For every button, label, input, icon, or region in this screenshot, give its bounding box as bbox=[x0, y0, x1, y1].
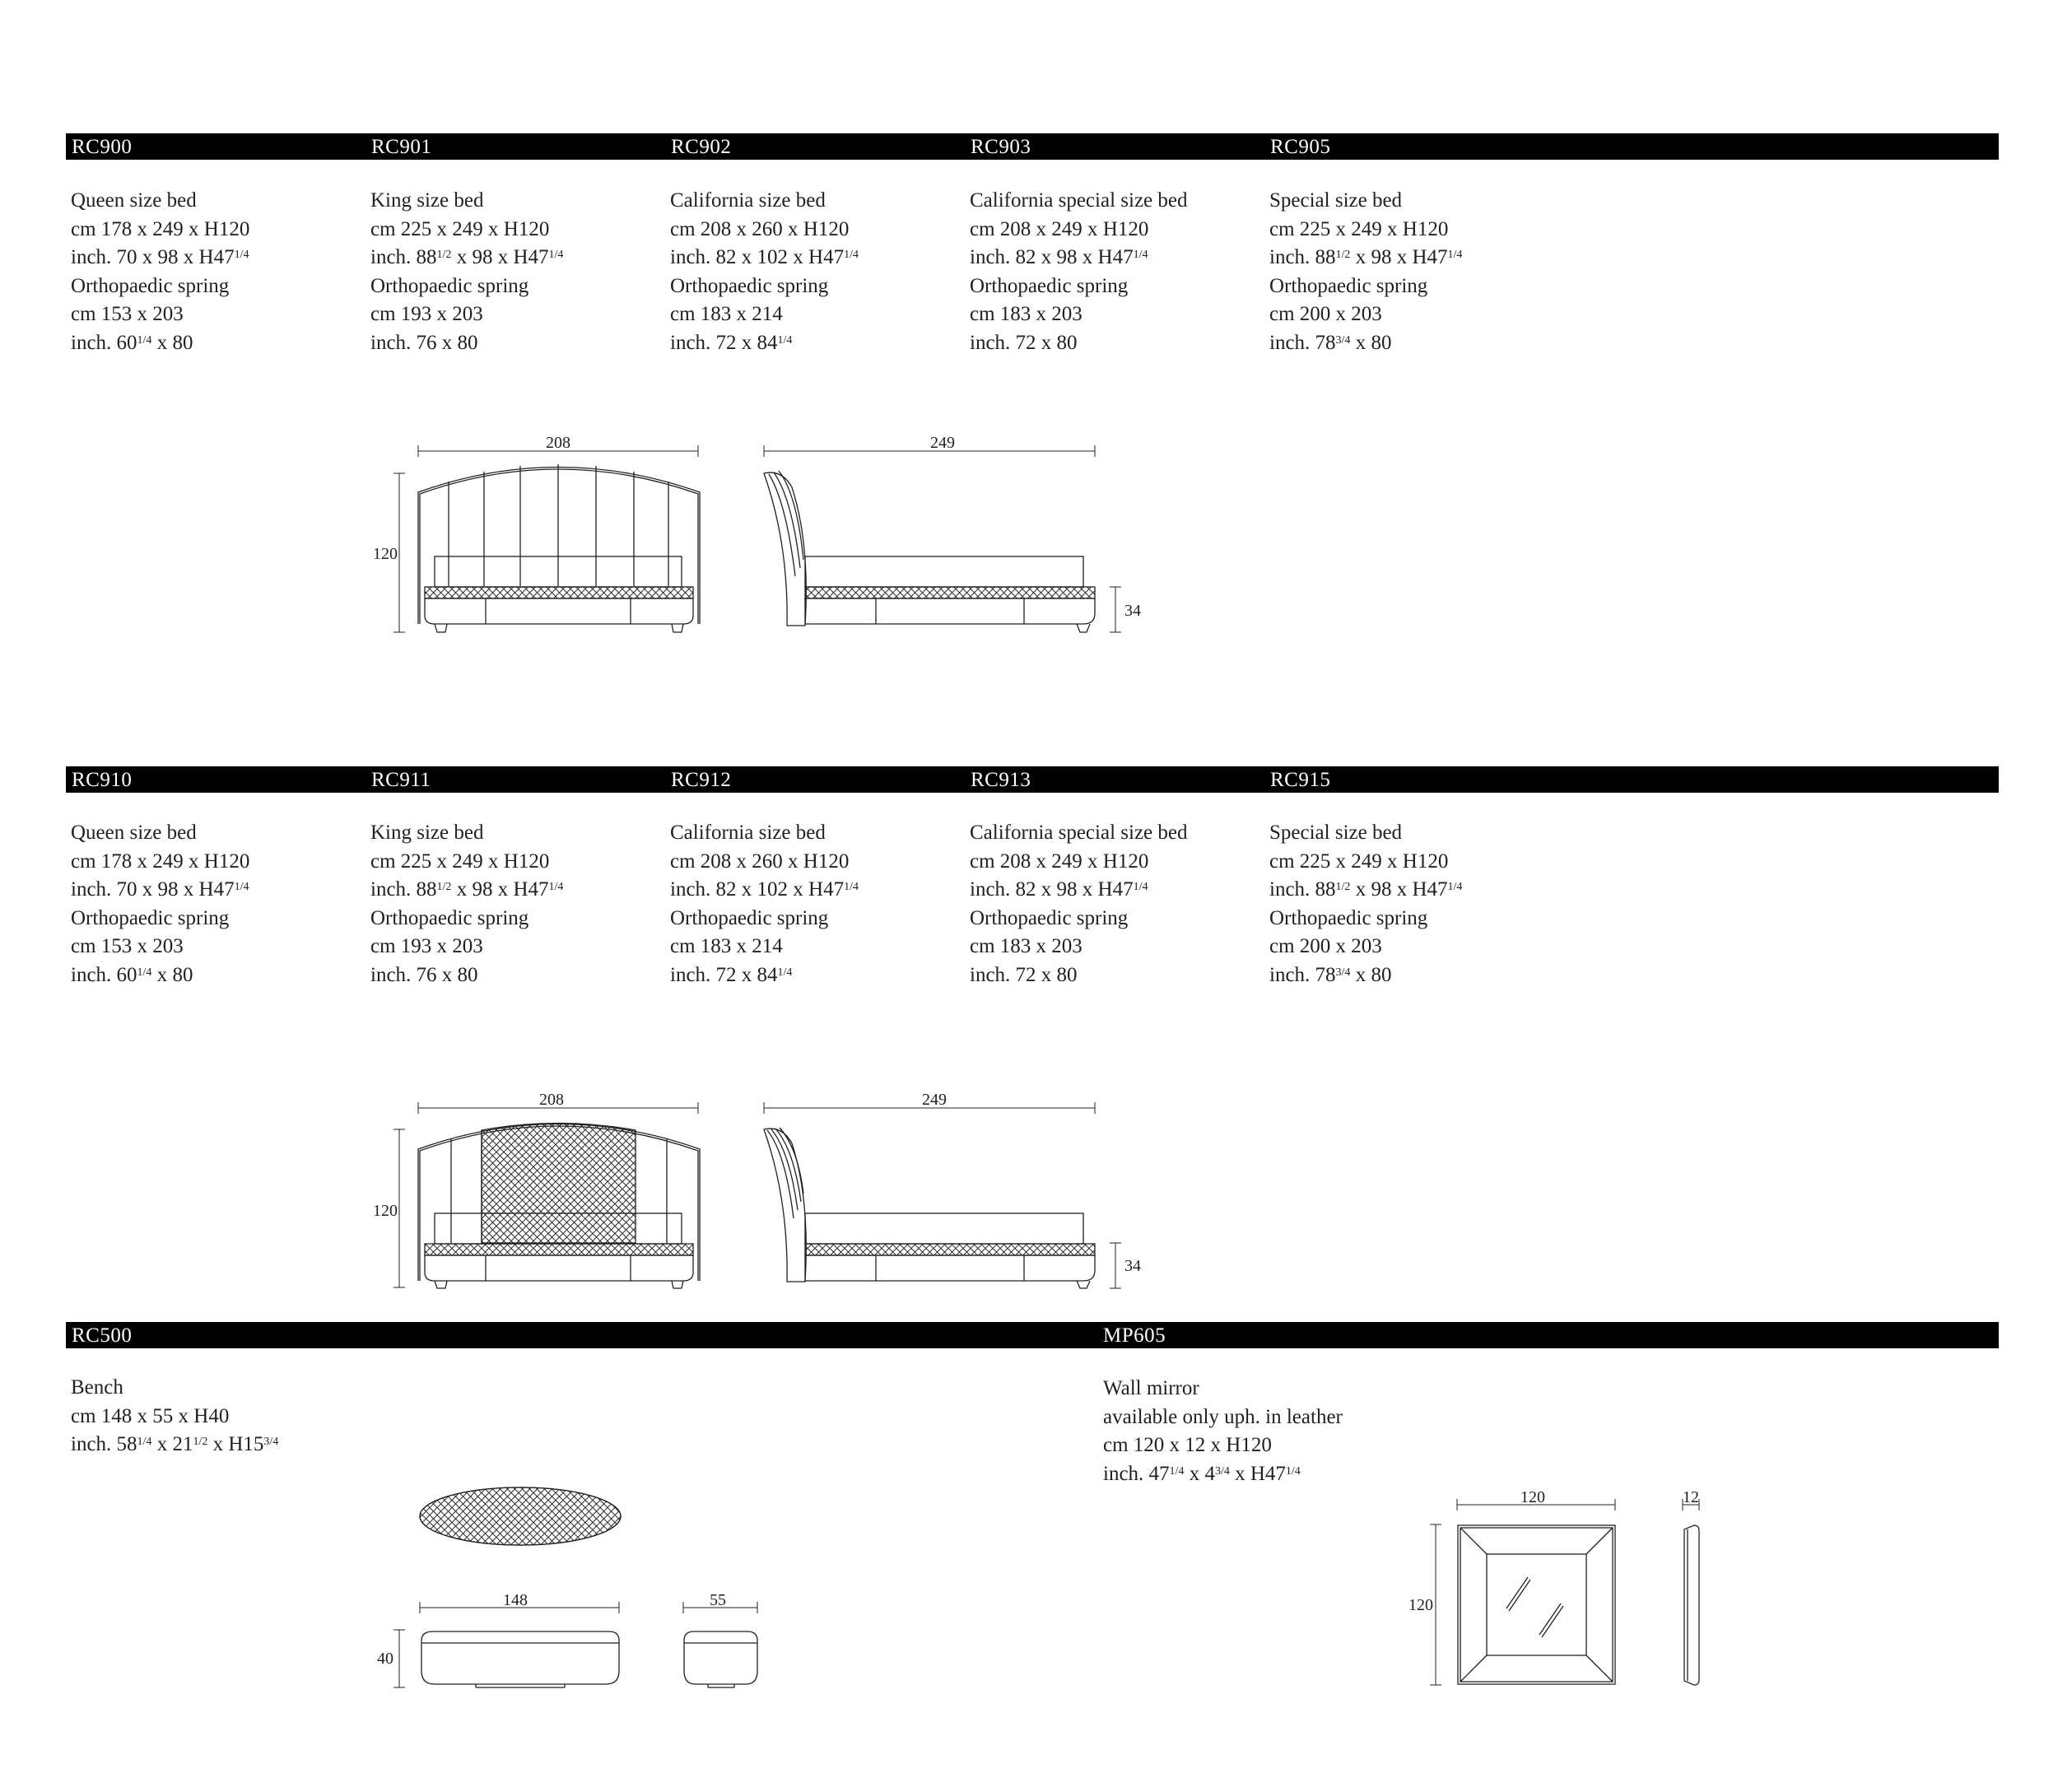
spec-line: inch. 72 x 80 bbox=[970, 963, 1078, 986]
spec-line: inch. $60^{1/4}$ x 80 bbox=[71, 963, 193, 986]
dimension-height: 120 bbox=[1408, 1596, 1433, 1614]
spec-line: cm 225 x 249 x H120 bbox=[370, 849, 550, 873]
mirror-spec bbox=[1103, 1375, 1343, 1488]
spec-line: cm 225 x 249 x H120 bbox=[1269, 849, 1449, 873]
spec-line: cm 225 x 249 x H120 bbox=[1269, 217, 1449, 240]
bench-spec bbox=[71, 1374, 278, 1459]
spec-line: Queen size bed bbox=[71, 189, 197, 212]
spec-line: Orthopaedic spring bbox=[1269, 274, 1428, 297]
bed-front-view bbox=[393, 445, 700, 632]
spec-line: inch. 72 x $84^{1/4}$ bbox=[670, 963, 793, 986]
spec-line: inch. 82 x 98 x $H47^{1/4}$ bbox=[970, 246, 1148, 268]
spec-line: inch. 72 x 80 bbox=[970, 331, 1078, 354]
spec-line: Queen size bed bbox=[71, 822, 197, 844]
spec-line: inch. 82 x 98 x $H47^{1/4}$ bbox=[970, 878, 1148, 901]
spec-line: Special size bed bbox=[1269, 822, 1403, 844]
spec-line: California size bed bbox=[670, 189, 826, 212]
spec-line: Bench bbox=[71, 1376, 123, 1399]
spec-line: inch. 76 x 80 bbox=[370, 331, 478, 354]
bed-side-view bbox=[764, 445, 1121, 632]
spec-line: inch. 82 x 102 x $H47^{1/4}$ bbox=[670, 878, 859, 901]
spec-line: cm 200 x 203 bbox=[1269, 303, 1382, 325]
spec-line: Orthopaedic spring bbox=[71, 274, 230, 297]
spec-line: inch. $88^{1/2}$ x 98 x $H47^{1/4}$ bbox=[1269, 878, 1463, 901]
spec-line: Special size bed bbox=[1269, 189, 1403, 212]
spec-line: cm 183 x 214 bbox=[670, 303, 783, 325]
spec-line: inch. 76 x 80 bbox=[370, 963, 478, 986]
dimension-length: 249 bbox=[930, 434, 955, 452]
dimension-width: 208 bbox=[539, 1091, 564, 1109]
spec-line: Orthopaedic spring bbox=[970, 274, 1129, 297]
product-code: RC902 bbox=[671, 136, 732, 158]
spec-line: Orthopaedic spring bbox=[370, 906, 529, 929]
dimension-length: 249 bbox=[922, 1091, 947, 1109]
spec-line: inch. 72 x $84^{1/4}$ bbox=[670, 331, 793, 354]
spec-line: Orthopaedic spring bbox=[370, 274, 529, 297]
product-code: RC912 bbox=[671, 769, 732, 791]
spec-line: inch. $88^{1/2}$ x 98 x $H47^{1/4}$ bbox=[370, 878, 564, 901]
spec-line: available only uph. in leather bbox=[1103, 1405, 1343, 1428]
product-code: RC913 bbox=[971, 769, 1031, 791]
dimension-height: 120 bbox=[373, 1202, 398, 1220]
product-code: RC903 bbox=[971, 136, 1031, 158]
product-spec bbox=[1269, 819, 1462, 989]
product-spec bbox=[970, 187, 1187, 357]
spec-line: cm 183 x 214 bbox=[670, 935, 783, 957]
spec-line: cm 193 x 203 bbox=[370, 935, 483, 957]
spec-line: cm 153 x 203 bbox=[71, 303, 184, 325]
spec-line: cm 183 x 203 bbox=[970, 303, 1083, 325]
spec-line: California special size bed bbox=[970, 189, 1188, 212]
spec-line: cm 120 x 12 x H120 bbox=[1103, 1434, 1272, 1456]
product-spec bbox=[670, 187, 859, 357]
spec-line: cm 200 x 203 bbox=[1269, 935, 1382, 957]
bed-side-view bbox=[764, 1102, 1121, 1288]
dimension-height: 120 bbox=[373, 545, 398, 563]
product-spec bbox=[71, 819, 249, 989]
spec-line: cm 193 x 203 bbox=[370, 303, 483, 325]
spec-line: Orthopaedic spring bbox=[970, 906, 1129, 929]
product-code: RC901 bbox=[371, 136, 432, 158]
dimension-width: 148 bbox=[503, 1591, 528, 1609]
spec-line: inch. $88^{1/2}$ x 98 x $H47^{1/4}$ bbox=[1269, 246, 1463, 268]
dimension-depth: 12 bbox=[1683, 1488, 1699, 1506]
header-bar bbox=[66, 133, 1999, 160]
spec-line: inch. $60^{1/4}$ x 80 bbox=[71, 331, 193, 354]
product-spec bbox=[71, 187, 249, 357]
dimension-width: 120 bbox=[1520, 1488, 1545, 1506]
bench-drawing bbox=[393, 1487, 757, 1687]
product-code: RC911 bbox=[371, 769, 431, 791]
spec-line: inch. $88^{1/2}$ x 98 x $H47^{1/4}$ bbox=[370, 246, 564, 268]
spec-line: cm 178 x 249 x H120 bbox=[71, 849, 250, 873]
product-spec bbox=[1269, 187, 1462, 357]
spec-line: Orthopaedic spring bbox=[1269, 906, 1428, 929]
spec-line: Wall mirror bbox=[1103, 1377, 1199, 1399]
product-code: RC900 bbox=[72, 136, 133, 158]
spec-line: cm 208 x 249 x H120 bbox=[970, 849, 1149, 873]
spec-line: cm 208 x 249 x H120 bbox=[970, 217, 1149, 240]
spec-line: inch. $58^{1/4}$ x $21^{1/2}$ x $H15^{3/4}$ bbox=[71, 1433, 279, 1455]
spec-line: cm 208 x 260 x H120 bbox=[670, 849, 850, 873]
spec-line: King size bed bbox=[370, 189, 484, 212]
spec-line: cm 225 x 249 x H120 bbox=[370, 217, 550, 240]
spec-line: cm 183 x 203 bbox=[970, 935, 1083, 957]
spec-line: cm 208 x 260 x H120 bbox=[670, 217, 850, 240]
dimension-depth: 55 bbox=[710, 1591, 726, 1609]
dimension-base: 34 bbox=[1124, 1257, 1141, 1275]
spec-line: inch. 82 x 102 x $H47^{1/4}$ bbox=[670, 246, 859, 268]
dimension-width: 208 bbox=[546, 434, 570, 452]
bed-front-view bbox=[393, 1102, 700, 1288]
spec-line: inch. $47^{1/4}$ x $4^{3/4}$ x $H47^{1/4}$ bbox=[1103, 1462, 1301, 1485]
product-code: RC910 bbox=[72, 769, 133, 791]
header-bar bbox=[66, 1322, 1999, 1348]
spec-line: cm 178 x 249 x H120 bbox=[71, 217, 250, 240]
product-code: MP605 bbox=[1103, 1324, 1166, 1347]
header-bar bbox=[66, 766, 1999, 793]
dimension-base: 34 bbox=[1124, 602, 1141, 620]
product-code: RC500 bbox=[72, 1324, 133, 1347]
product-code: RC915 bbox=[1270, 769, 1331, 791]
spec-line: California special size bed bbox=[970, 822, 1188, 844]
product-spec bbox=[370, 187, 563, 357]
spec-line: California size bed bbox=[670, 822, 826, 844]
spec-line: Orthopaedic spring bbox=[71, 906, 230, 929]
spec-line: cm 148 x 55 x H40 bbox=[71, 1404, 230, 1427]
spec-line: Orthopaedic spring bbox=[670, 906, 829, 929]
product-spec bbox=[970, 819, 1187, 989]
spec-line: inch. 70 x 98 x $H47^{1/4}$ bbox=[71, 246, 249, 268]
spec-line: inch. $78^{3/4}$ x 80 bbox=[1269, 963, 1392, 986]
product-code: RC905 bbox=[1270, 136, 1331, 158]
spec-line: inch. 70 x 98 x $H47^{1/4}$ bbox=[71, 878, 249, 901]
spec-line: King size bed bbox=[370, 822, 484, 844]
product-spec bbox=[370, 819, 563, 989]
mirror-drawing bbox=[1430, 1499, 1699, 1685]
product-spec bbox=[670, 819, 859, 989]
spec-line: Orthopaedic spring bbox=[670, 274, 829, 297]
spec-line: cm 153 x 203 bbox=[71, 935, 184, 957]
spec-line: inch. $78^{3/4}$ x 80 bbox=[1269, 331, 1392, 354]
dimension-height: 40 bbox=[377, 1650, 393, 1668]
